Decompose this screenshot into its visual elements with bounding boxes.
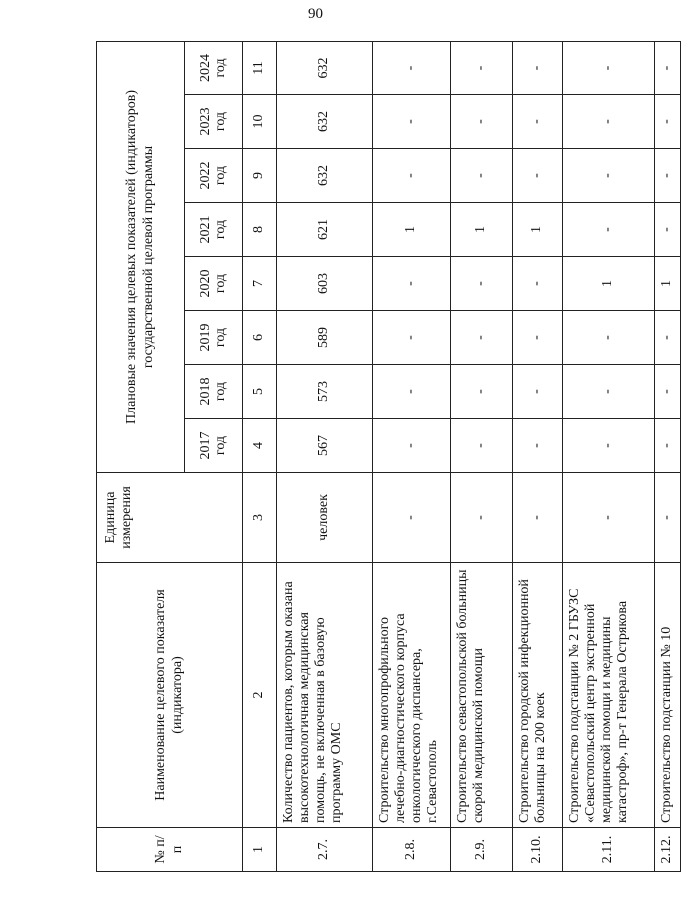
year-header: 2023 год [185,95,243,149]
value-cell: - [655,95,681,149]
value-cell: 632 [277,95,373,149]
value-cell: - [373,149,451,203]
year-header: 2021 год [185,203,243,257]
column-index: 2 [243,563,277,828]
value-cell: - [373,95,451,149]
column-index: 9 [243,149,277,203]
value-cell: 573 [277,365,373,419]
unit-cell: человек [277,473,373,563]
header-planned: Плановые значения целевых показателей (индикаторов) государственной целевой программы [97,41,185,472]
value-cell: - [655,149,681,203]
value-cell: - [563,419,655,473]
page-number: 90 [308,6,323,22]
column-index: 10 [243,95,277,149]
header-num: № п/п [97,828,243,872]
year-header: 2020 год [185,257,243,311]
value-cell: 1 [655,257,681,311]
header-unit: Единица измерения [97,473,243,563]
column-index-row [243,41,277,871]
value-cell: - [373,311,451,365]
value-cell: - [451,365,513,419]
row-number: 2.12. [655,828,681,872]
column-index: 3 [243,473,277,563]
column-index: 8 [243,203,277,257]
column-index: 5 [243,365,277,419]
value-cell: - [373,257,451,311]
value-cell: 603 [277,257,373,311]
column-index: 1 [243,828,277,872]
indicator-name: Строительство городской инфекционной больницы на 200 коек [513,563,563,828]
indicator-name: Строительство севастопольской больницы скорой медицинской помощи [451,563,513,828]
column-index: 4 [243,419,277,473]
year-header: 2018 год [185,365,243,419]
row-number: 2.7. [277,828,373,872]
value-cell: 621 [277,203,373,257]
value-cell: - [655,311,681,365]
value-cell: - [451,311,513,365]
value-cell: - [655,365,681,419]
value-cell: - [655,419,681,473]
unit-cell: - [373,473,451,563]
value-cell: - [563,365,655,419]
value-cell: - [563,95,655,149]
row-number: 2.8. [373,828,451,872]
table-row [451,41,513,871]
year-header: 2017 год [185,419,243,473]
table-row [373,41,451,871]
unit-cell: - [563,473,655,563]
indicator-name: Количество пациентов, которым оказана высокотехнологичная медицинская помощь, не включенная в базовую программу ОМС [277,563,373,828]
value-cell: - [655,41,681,94]
indicator-name: Строительство подстанции № 10 [655,563,681,828]
value-cell: - [373,419,451,473]
row-number: 2.10. [513,828,563,872]
year-header: 2022 год [185,149,243,203]
value-cell: - [513,419,563,473]
value-cell: - [451,419,513,473]
value-cell: - [451,257,513,311]
value-cell: - [563,41,655,94]
value-cell: 1 [563,257,655,311]
value-cell: - [513,311,563,365]
table-row [513,41,563,871]
value-cell: 632 [277,149,373,203]
value-cell: 1 [373,203,451,257]
value-cell: - [513,95,563,149]
value-cell: 1 [513,203,563,257]
unit-cell: - [451,473,513,563]
value-cell: - [655,203,681,257]
value-cell: - [563,203,655,257]
header-name: Наименование целевого показателя (индикатора) [97,563,243,828]
row-number: 2.9. [451,828,513,872]
value-cell: 567 [277,419,373,473]
indicators-table [96,41,681,872]
value-cell: 632 [277,41,373,94]
value-cell: - [451,41,513,94]
table-row [655,41,681,871]
column-index: 11 [243,41,277,94]
value-cell: - [513,149,563,203]
value-cell: - [373,365,451,419]
value-cell: - [451,149,513,203]
value-cell: - [563,311,655,365]
value-cell: - [563,149,655,203]
value-cell: - [513,41,563,94]
unit-cell: - [513,473,563,563]
indicator-name: Строительство подстанции № 2 ГБУЗС «Севастопольский центр экстренной медицинской помощи и медицины катастроф», пр-т Генерала Острякова [563,563,655,828]
header-row-1 [97,41,185,871]
table-row [563,41,655,871]
year-header: 2019 год [185,311,243,365]
row-number: 2.11. [563,828,655,872]
value-cell: - [451,95,513,149]
value-cell: - [513,365,563,419]
unit-cell: - [655,473,681,563]
column-index: 6 [243,311,277,365]
value-cell: 589 [277,311,373,365]
indicators-table-rotated [96,42,675,872]
year-header: 2024 год [185,41,243,94]
indicator-name: Строительство многопрофильного лечебно-диагностического корпуса онкологического диспансера, г.Севастополь [373,563,451,828]
table-row [277,41,373,871]
value-cell: 1 [451,203,513,257]
value-cell: - [373,41,451,94]
column-index: 7 [243,257,277,311]
value-cell: - [513,257,563,311]
